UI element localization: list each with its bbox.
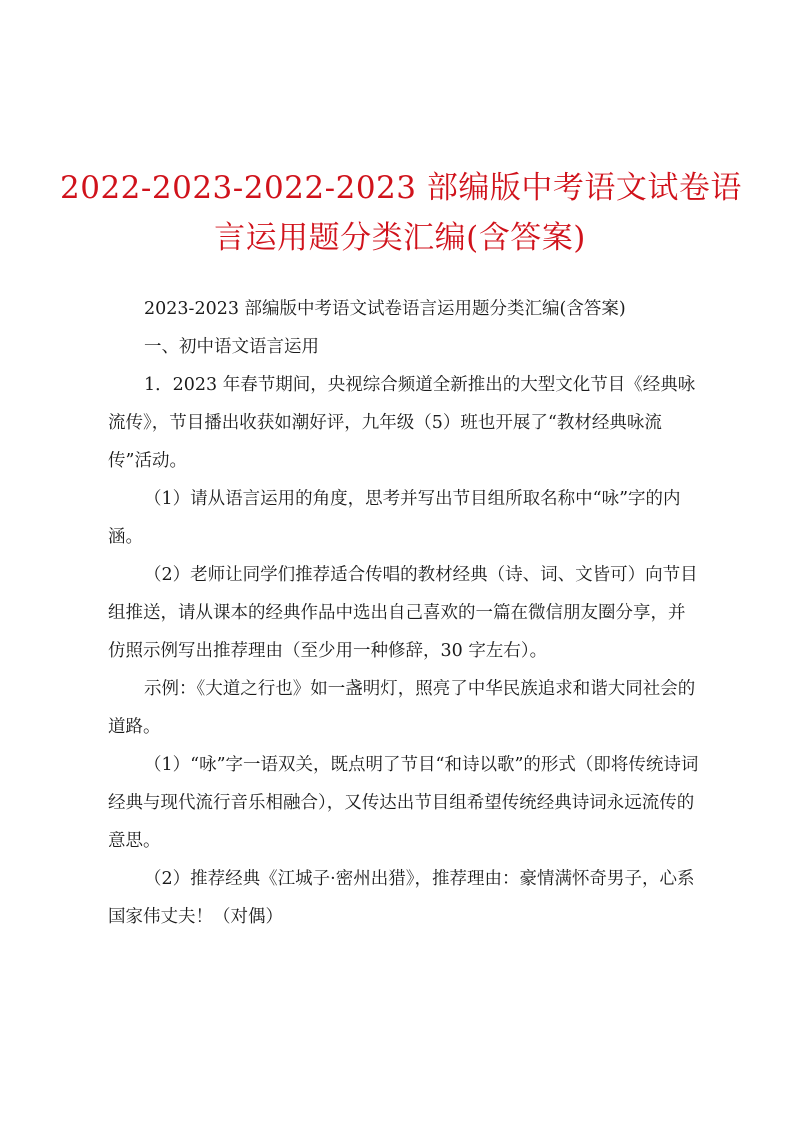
document-title bbox=[60, 163, 740, 263]
answer-2-paragraph: （2）推荐经典《江城子·密州出猎》，推荐理由：豪情满怀奇男子，心系国家伟丈夫！（对偶） bbox=[108, 869, 695, 927]
title-line-1: 2022-2023-2022-2023 部编版中考语文试卷语 bbox=[60, 170, 742, 206]
title-line-2: 言运用题分类汇编(含答案) bbox=[214, 220, 586, 256]
question-1-paragraph: 1．2023 年春节期间，央视综合频道全新推出的大型文化节目《经典咏流传》，节目播出收获如潮好评，九年级（5）班也开展了“教材经典咏流传”活动。 bbox=[108, 375, 696, 471]
subtitle-paragraph: 2023-2023 部编版中考语文试卷语言运用题分类汇编(含答案) bbox=[144, 299, 626, 319]
example-paragraph: 示例：《大道之行也》如一盏明灯，照亮了中华民族追求和谐大同社会的道路。 bbox=[108, 679, 696, 737]
sub-question-2: （2）老师让同学们推荐适合传唱的教材经典（诗、词、文皆可）向节目组推送，请从课本的经典作品中选出自己喜欢的一篇在微信朋友圈分享，并仿照示例写出推荐理由（至少用一种修辞，30 字左右）。 bbox=[108, 565, 698, 661]
sub-question-1: （1）请从语言运用的角度，思考并写出节目组所取名称中“咏”字的内涵。 bbox=[108, 489, 681, 547]
answer-1-paragraph: （1）“咏”字一语双关，既点明了节目“和诗以歌”的形式（即将传统诗词经典与现代流行音乐相融合），又传达出节目组希望传统经典诗词永远流传的意思。 bbox=[108, 755, 699, 851]
document-body bbox=[108, 290, 702, 936]
section-heading: 一、初中语文语言运用 bbox=[144, 337, 319, 357]
